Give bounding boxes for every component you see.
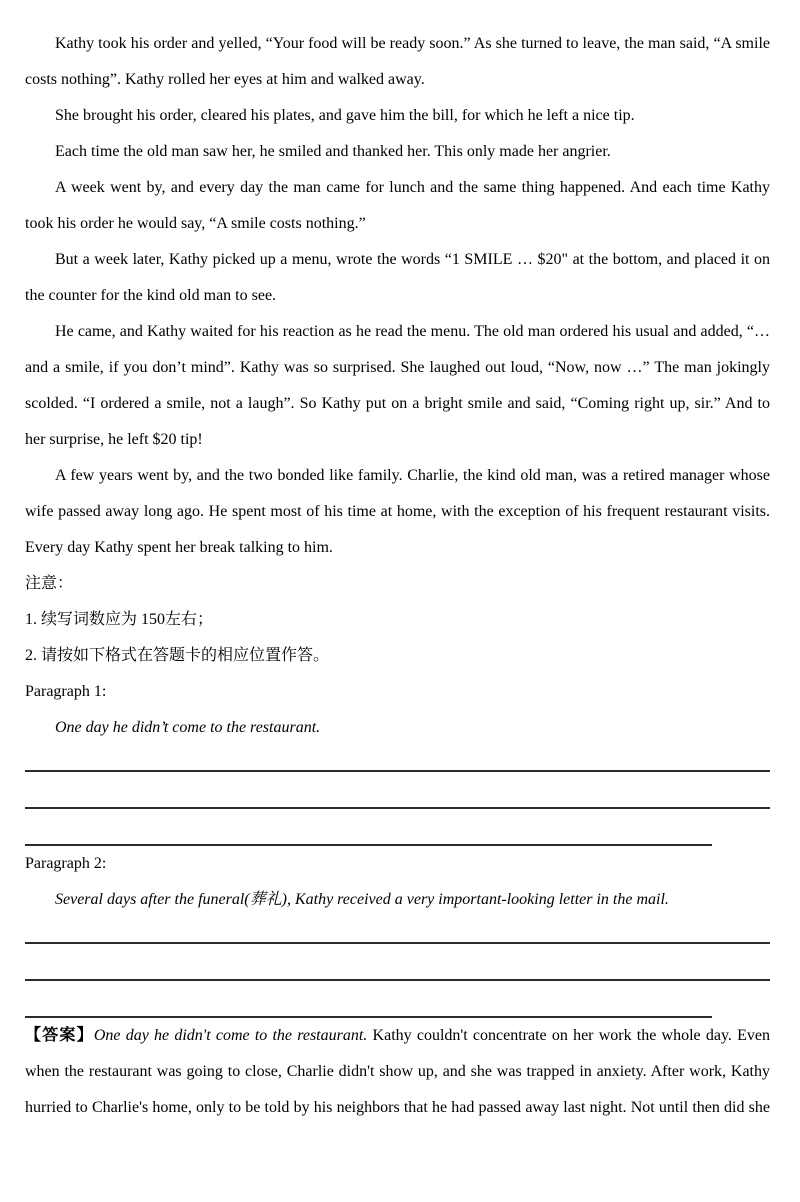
story-paragraph: A few years went by, and the two bonded like family. Charlie, the kind old man, was a retired manager whose wife passed away long ago. He spent most of his time at home, with the exception of his frequent restaurant visits. Every day Kathy spent her break talking to him. bbox=[25, 467, 770, 556]
story-paragraph: But a week later, Kathy picked up a menu, wrote the words “1 SMILE … $20" at the bottom, and placed it on the counter for the kind old man to see. bbox=[25, 251, 770, 304]
answer-label: 【答案】 bbox=[25, 1027, 94, 1044]
story-paragraph: Kathy took his order and yelled, “Your food will be ready soon.” As she turned to leave, the man said, “A smile costs nothing”. Kathy rolled her eyes at him and walked away. bbox=[25, 35, 770, 88]
answer-section bbox=[25, 1018, 770, 1126]
paragraph-1-writing-lines bbox=[25, 746, 770, 846]
notice-section bbox=[25, 566, 770, 674]
paragraph-2-label: Paragraph 2: bbox=[25, 855, 107, 872]
story-paragraph: She brought his order, cleared his plates, and gave him the bill, for which he left a nice tip. bbox=[55, 107, 635, 124]
writing-line bbox=[25, 746, 770, 772]
writing-line bbox=[25, 772, 770, 809]
notice-item-word-count: 1. 续写词数应为 150左右； bbox=[25, 611, 214, 628]
writing-line bbox=[25, 809, 712, 846]
paragraph-2-writing-lines bbox=[25, 918, 770, 1018]
continuation-paragraph-1-block bbox=[25, 674, 770, 846]
answer-paragraph bbox=[25, 1018, 770, 1126]
story-paragraph: A week went by, and every day the man came for lunch and the same thing happened. And each time Kathy took his order he would say, “A smile costs nothing.” bbox=[25, 179, 770, 232]
notice-heading: 注意： bbox=[25, 575, 74, 592]
writing-line bbox=[25, 944, 770, 981]
continuation-paragraph-2-block bbox=[25, 846, 770, 1018]
story-paragraph: Each time the old man saw her, he smiled and thanked her. This only made her angrier. bbox=[55, 143, 611, 160]
notice-item-format: 2. 请按如下格式在答题卡的相应位置作答。 bbox=[25, 647, 330, 664]
story-paragraph: He came, and Kathy waited for his reaction as he read the menu. The old man ordered his usual and added, “… and a smile, if you don’t mind”. Kathy was so surprised. She laughed out loud, “Now, now …” The man jokingly scolded. “I ordered a smile, not a laugh”. So Kathy put on a bright smile and said, “Coming right up, sir.” And to her surprise, he left $20 tip! bbox=[25, 323, 770, 448]
paragraph-1-label: Paragraph 1: bbox=[25, 683, 107, 700]
paragraph-1-lead-in: One day he didn’t come to the restaurant. bbox=[55, 719, 321, 736]
paragraph-2-lead-in: Several days after the funeral(葬礼), Kathy received a very important-looking letter in the mail. bbox=[55, 891, 669, 908]
answer-body: Kathy couldn't concentrate on her work the whole day. Even when the restaurant was going to close, Charlie didn't show up, and she was trapped in anxiety. After work, Kathy hurried to Charlie's home, only to be told by his neighbors that he had passed away last night. Not until then did she bbox=[25, 1027, 771, 1116]
story-section bbox=[25, 26, 770, 566]
writing-line bbox=[25, 918, 770, 944]
answer-lead-in: One day he didn't come to the restaurant. bbox=[93, 1027, 368, 1044]
writing-line bbox=[25, 981, 712, 1018]
